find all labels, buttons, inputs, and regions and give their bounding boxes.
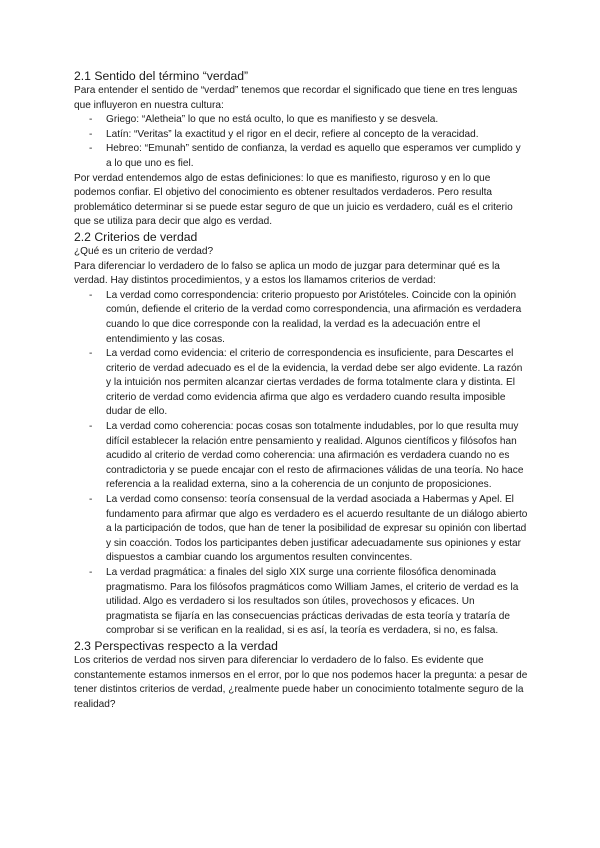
list-item [74,420,529,493]
list-item [74,566,529,639]
list-item-text: La verdad como consenso: teoría consensual de la verdad asociada a Habermas y Apel. El fundamento para afirmar que algo es verdadero es el acuerdo resultante de un diálogo abierto a la participación de todos, que han de tener la posibilidad de expresar su opinión con libertad y sin coacción. Todos los participantes deben justificar adecuadamente sus opiniones y estar dispuestos a cambiar cuando los argumentos resulten convincentes. [106,494,528,564]
question-line: ¿Qué es un criterio de verdad? [74,245,214,257]
list-item-text: La verdad como correspondencia: criterio propuesto por Aristóteles. Coincide con la opinión común, defiende el criterio de la verdad como correspondencia, una afirmación es verdadera cuando lo que dice corresponde con la realidad, la verdad es la adecuación entre el entendimiento y las cosas. [106,289,522,345]
paragraph-intro-criterios: Para diferenciar lo verdadero de lo falso se aplica un modo de juzgar para determinar qué es la verdad. Hay distintos procedimientos, y a estos los llamamos criterios de verdad: [74,260,500,287]
list-item-text: Latín: “Veritas” la exactitud y el rigor en el decir, refiere al concepto de la veracidad. [106,128,479,140]
bullet-dash: - [89,128,93,140]
list-item [74,493,529,566]
list-item-text: La verdad como coherencia: pocas cosas son totalmente indudables, por lo que resulta muy difícil establecer la relación entre pensamiento y realidad. Algunos científicos y filósofos han acudido al criterio de verdad como coherencia: una afirmación es verdadera cuando no es contradictoria y se puede encajar con el resto de afirmaciones válidas de una teoría. No hace referencia a la realidad externa, sino a la coherencia de un conjunto de proposiciones. [106,421,524,491]
bullet-dash: - [89,114,93,126]
list-item [74,113,529,128]
bullet-dash: - [89,143,93,155]
list-item [74,128,529,143]
list-item [74,347,529,420]
list-item [74,142,529,171]
document-page [74,69,529,712]
list-item-text: La verdad como evidencia: el criterio de correspondencia es insuficiente, para Descartes el criterio de verdad adecuado es el de la evidencia, la verdad debe ser algo evidente. La razón y la intuición nos permiten alcanzar ciertas verdades de forma totalmente clara y distinta. El criterio de verdad como evidencia afirma que algo es verdadero cuando resulta imposible dudar de ello. [106,348,523,418]
bullet-list-criterios [74,289,529,639]
list-item [74,289,529,347]
section-heading-perspectivas: 2.3 Perspectivas respecto a la verdad [74,638,278,653]
list-item-text: La verdad pragmática: a finales del siglo XIX surge una corriente filosófica denominada pragmatismo. Para los filósofos pragmáticos como William James, el criterio de verdad es la utilidad. Algo es verdadero si los resultados son útiles, provechosos y eficaces. Un pragmatista se fijaría en las consecuencias prácticas derivadas de esta teoría y trataría de comprobar si se verifican en la realidad, si es así, la teoría es verdadera, si no, es falsa. [106,567,519,637]
paragraph-intro-sentido: Para entender el sentido de “verdad” tenemos que recordar el significado que tiene en tres lenguas que influyeron en nuestra cultura: [74,85,518,111]
paragraph-intro-perspectivas: Los criterios de verdad nos sirven para diferenciar lo verdadero de lo falso. Es evidente que constantemente estamos inmersos en el error, por lo que nos podemos hacer la pregunta: a pesar de tener distintos criterios de verdad, ¿realmente puede haber un conocimiento totalmente seguro de la realidad? [74,654,528,710]
paragraph-closing-sentido: Por verdad entendemos algo de estas definiciones: lo que es manifiesto, riguroso y en lo que podemos confiar. El objetivo del conocimiento es obtener resultados verdaderos. Pero resulta problemático determinar si se puede estar seguro de que un juicio es verdadero, cuál es el criterio que se utiliza para decir que algo es verdad. [74,172,513,228]
bullet-dash: - [89,289,93,301]
bullet-list-lenguas [74,113,529,171]
bullet-dash: - [89,567,93,578]
bullet-dash: - [89,348,93,360]
section-heading-criterios: 2.2 Criterios de verdad [74,229,198,244]
section-heading-sentido: 2.1 Sentido del término “verdad” [74,69,249,83]
bullet-dash: - [89,494,93,506]
list-item-text: Griego: “Aletheia” lo que no está oculto, lo que es manifiesto y se desvela. [106,114,439,126]
bullet-dash: - [89,421,93,433]
list-item-text: Hebreo: “Emunah” sentido de confianza, la verdad es aquello que esperamos ver cumplido y a lo que uno es fiel. [106,143,521,169]
